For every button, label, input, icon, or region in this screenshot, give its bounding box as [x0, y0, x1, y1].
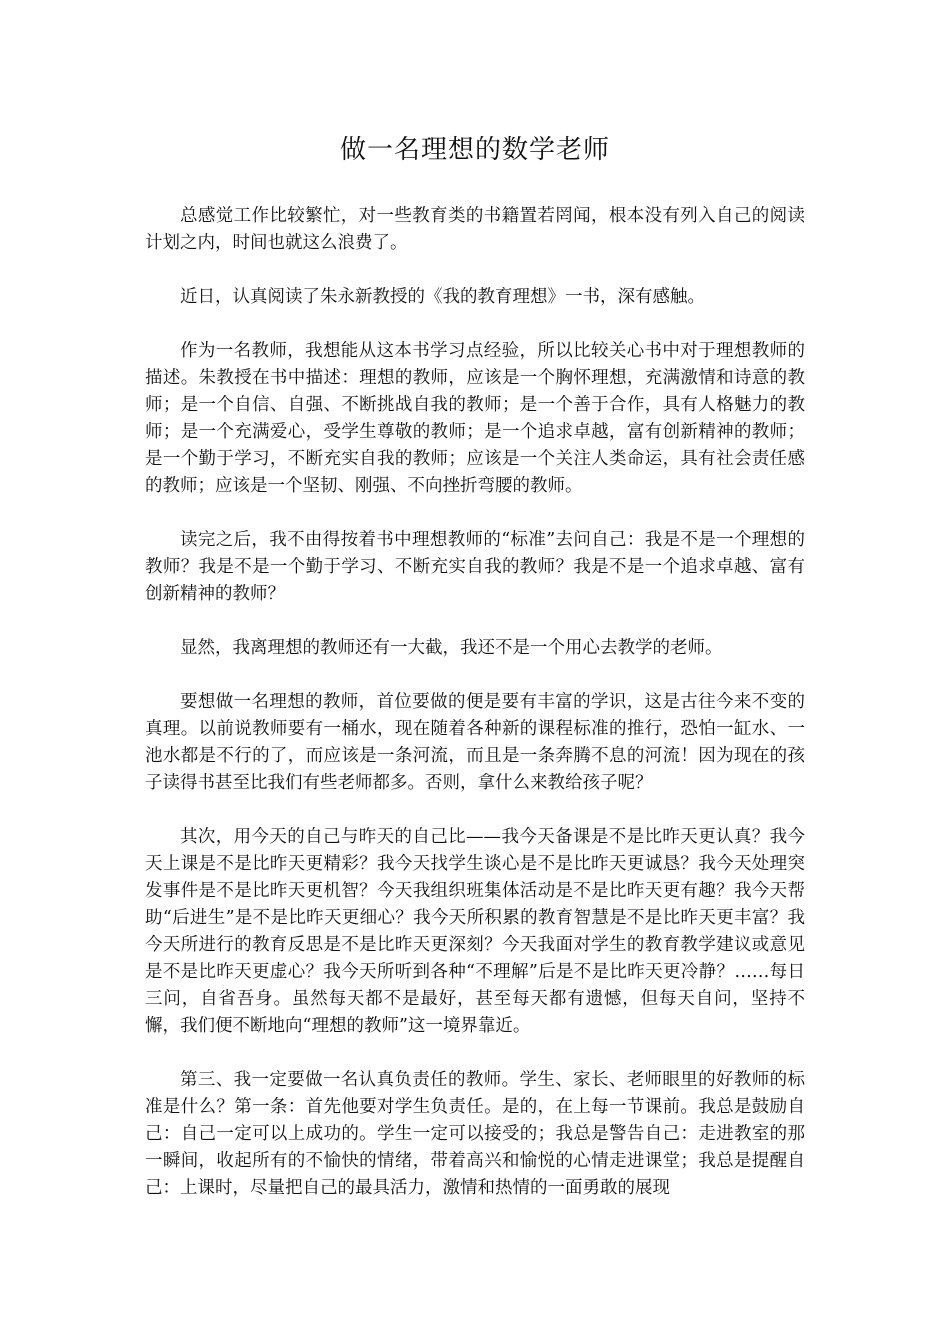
paragraph: 显然，我离理想的教师还有一大截，我还不是一个用心去教学的老师。	[180, 638, 723, 658]
document-title: 做一名理想的数学老师	[339, 135, 610, 165]
paragraph: 其次，用今天的自己与昨天的自己比——我今天备课是不是比昨天更认真？我今天上课是不是比昨天更精彩？我今天找学生谈心是不是比昨天更诚恳？我今天处理突发事件是不是比昨天更机智？今天我组织班集体活动是不是比昨天更有趣？我今天帮助“后进生”是不是比昨天更细心？我今天所积累的教育智慧是不是比昨天更丰富？我今天所进行的教育反思是不是比昨天更深刻？今天我面对学生的教育教学建议或意见是不是比昨天更虚心？我今天所听到各种“不理解”后是不是比昨天更冷静？……每日三问，自省吾身。虽然每天都不是最好，甚至每天都有遗憾，但每天自问，坚持不懈，我们便不断地向“理想的教师”这一境界靠近。	[145, 827, 805, 1036]
paragraph: 第三、我一定要做一名认真负责任的教师。学生、家长、老师眼里的好教师的标准是什么？第一条：首先他要对学生负责任。是的，在上每一节课前。我总是鼓励自己：自己一定可以上成功的。学生一定可以接受的；我总是警告自己：走进教室的那一瞬间，收起所有的不愉快的情绪，带着高兴和愉悦的心情走进课堂；我总是提醒自己：上课时，尽量把自己的最具活力，激情和热情的一面勇敢的展现	[145, 1070, 805, 1198]
paragraph: 总感觉工作比较繁忙，对一些教育类的书籍置若罔闻，根本没有列入自己的阅读计划之内，时间也就这么浪费了。	[145, 206, 805, 253]
paragraph: 要想做一名理想的教师，首位要做的便是要有丰富的学识，这是古往今来不变的真理。以前说教师要有一桶水，现在随着各种新的课程标准的推行，恐怕一缸水、一池水都是不行的了，而应该是一条河流，而且是一条奔腾不息的河流！因为现在的孩子读得书甚至比我们有些老师都多。否则，拿什么来教给孩子呢？	[145, 692, 805, 793]
paragraph: 近日，认真阅读了朱永新教授的《我的教育理想》一书，深有感触。	[180, 287, 705, 307]
paragraph: 读完之后，我不由得按着书中理想教师的“标准”去问自己：我是不是一个理想的教师？我是不是一个勤于学习、不断充实自我的教师？我是不是一个追求卓越、富有创新精神的教师？	[145, 530, 805, 604]
paragraph: 作为一名教师，我想能从这本书学习点经验，所以比较关心书中对于理想教师的描述。朱教授在书中描述：理想的教师，应该是一个胸怀理想，充满激情和诗意的教师；是一个自信、自强、不断挑战自我的教师；是一个善于合作，具有人格魅力的教师；是一个充满爱心，受学生尊敬的教师；是一个追求卓越，富有创新精神的教师；是一个勤于学习，不断充实自我的教师；应该是一个关注人类命运，具有社会责任感的教师；应该是一个坚韧、刚强、不向挫折弯腰的教师。	[145, 341, 805, 496]
document-body	[145, 203, 805, 1229]
